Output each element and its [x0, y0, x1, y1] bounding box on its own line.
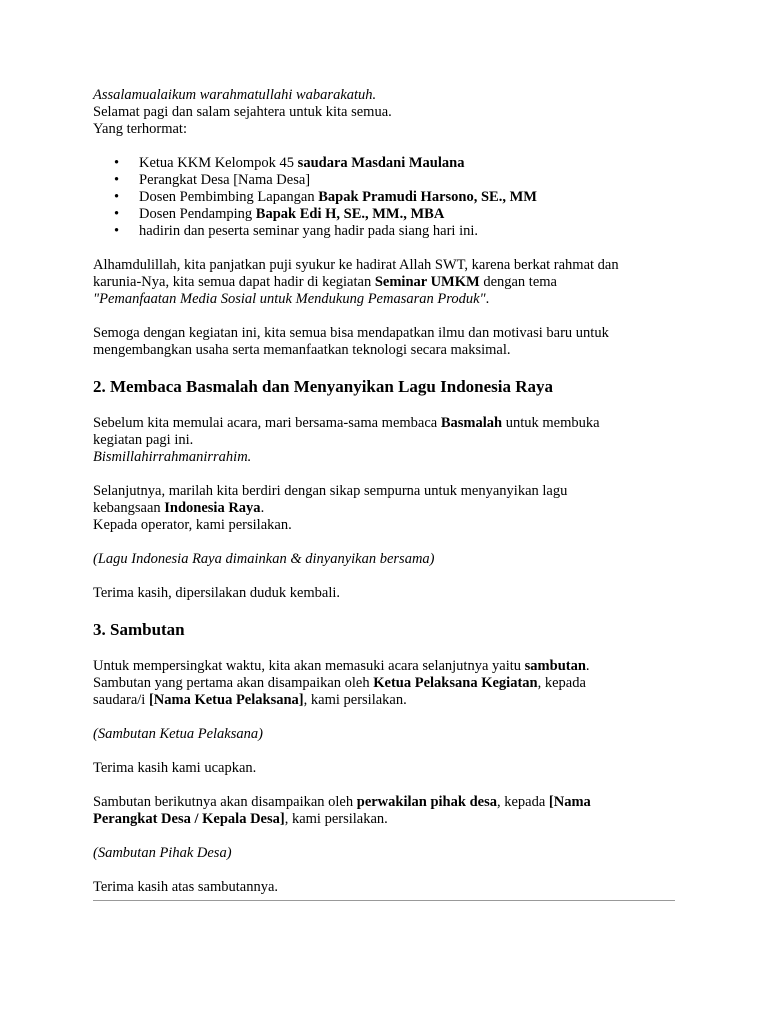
bullet-icon: •: [114, 172, 120, 188]
bullet-icon: •: [114, 189, 120, 205]
list-item: • Perangkat Desa [Nama Desa]: [114, 172, 311, 188]
section-3-heading: 3. Sambutan: [93, 620, 185, 639]
anthem-stage-note: (Lagu Indonesia Raya dimainkan & dinyanyikan bersama): [93, 551, 435, 567]
horizontal-divider: [93, 900, 675, 901]
anthem-thanks: Terima kasih, dipersilakan duduk kembali.: [93, 585, 341, 601]
sambutan-desa-note: (Sambutan Pihak Desa): [93, 845, 232, 861]
list-item: • Dosen Pembimbing Lapangan Bapak Pramudi Harsono, SE., MM: [114, 189, 537, 205]
semoga-paragraph: Semoga dengan kegiatan ini, kita semua bisa mendapatkan ilmu dan motivasi baru untuk mengembangkan usaha serta memanfaatkan teknologi secara maksimal.: [93, 325, 609, 358]
list-item: • hadirin dan peserta seminar yang hadir pada siang hari ini.: [114, 223, 479, 239]
alhamdulillah-paragraph: Alhamdulillah, kita panjatkan puji syukur ke hadirat Allah SWT, karena berkat rahmat dan karunia-Nya, kita semua dapat hadir di kegiatan Seminar UMKM dengan tema "Pemanfaatan Media Sosial untuk Mendukung Pemasaran Produk".: [93, 257, 619, 307]
salam: Assalamualaikum warahmatullahi wabarakatuh.: [93, 87, 377, 103]
list-item: • Ketua KKM Kelompok 45 saudara Masdani Maulana: [114, 155, 465, 171]
bullet-icon: •: [114, 155, 120, 171]
greeting: Selamat pagi dan salam sejahtera untuk kita semua.: [93, 104, 392, 120]
attendee-list: [93, 155, 683, 240]
sambutan-desa-thanks: Terima kasih atas sambutannya.: [93, 879, 279, 895]
list-item: • Dosen Pendamping Bapak Edi H, SE., MM., MBA: [114, 206, 445, 222]
honored-heading: Yang terhormat:: [93, 121, 187, 137]
anthem-paragraph: Selanjutnya, marilah kita berdiri dengan sikap sempurna untuk menyanyikan lagu kebangsaan Indonesia Raya. Kepada operator, kami persilakan.: [93, 483, 568, 533]
basmalah-paragraph: Sebelum kita memulai acara, mari bersama-sama membaca Basmalah untuk membuka kegiatan pagi ini. Bismillahirrahmanirrahim.: [93, 415, 600, 465]
sambutan-ketua-thanks: Terima kasih kami ucapkan.: [93, 760, 257, 776]
sambutan-intro-paragraph: Untuk mempersingkat waktu, kita akan memasuki acara selanjutnya yaitu sambutan. Sambutan yang pertama akan disampaikan oleh Ketua Pelaksana Kegiatan, kepada saudara/i [Nama Ketua Pelaksana], kami persilakan.: [93, 658, 590, 708]
bullet-icon: •: [114, 223, 120, 239]
sambutan-desa-paragraph: Sambutan berikutnya akan disampaikan oleh perwakilan pihak desa, kepada [Nama Perangkat Desa / Kepala Desa], kami persilakan.: [93, 794, 591, 827]
bullet-icon: •: [114, 206, 120, 222]
document-body: [93, 87, 683, 896]
section-2-heading: 2. Membaca Basmalah dan Menyanyikan Lagu Indonesia Raya: [93, 377, 554, 396]
sambutan-ketua-note: (Sambutan Ketua Pelaksana): [93, 726, 263, 742]
